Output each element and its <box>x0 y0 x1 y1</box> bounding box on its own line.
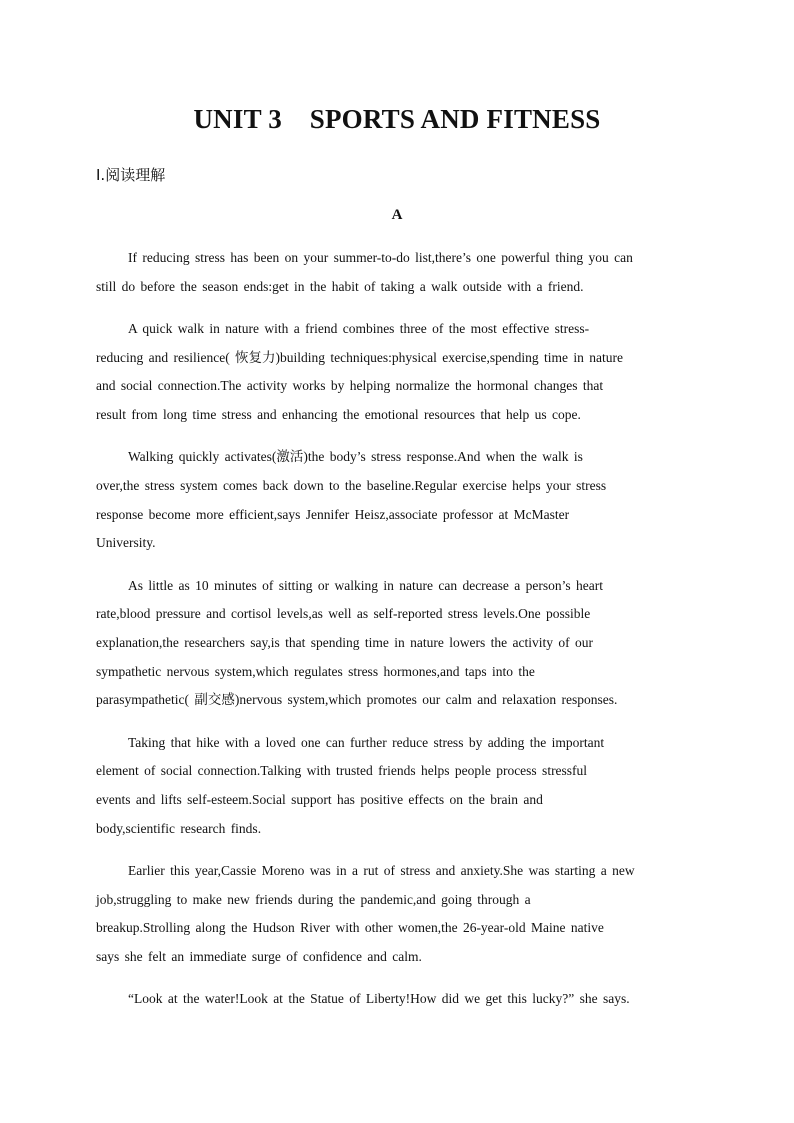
paragraph <box>96 315 696 430</box>
text-line: Walking quickly activates(激活)the body’s stress response.And when the walk is <box>128 449 583 465</box>
text-line: reducing and resilience( 恢复力)building techniques:physical exercise,spending time in nature <box>96 349 623 365</box>
text-line: events and lifts self-esteem.Social support has positive effects on the brain and <box>96 791 543 807</box>
text-line: still do before the season ends:get in the habit of taking a walk outside with a friend. <box>96 278 584 294</box>
text-line: A quick walk in nature with a friend combines three of the most effective stress- <box>128 320 590 336</box>
text-line: “Look at the water!Look at the Statue of Liberty!How did we get this lucky?” she says. <box>128 991 630 1007</box>
text-line: element of social connection.Talking with trusted friends helps people process stressful <box>96 763 588 779</box>
text-line: Earlier this year,Cassie Moreno was in a rut of stress and anxiety.She was starting a new <box>128 862 635 878</box>
text-line: explanation,the researchers say,is that spending time in nature lowers the activity of our <box>96 634 593 650</box>
text-line: rate,blood pressure and cortisol levels,as well as self-reported stress levels.One possible <box>96 606 591 622</box>
paragraph <box>96 729 696 844</box>
passage-label: A <box>391 207 403 223</box>
text-line: says she felt an immediate surge of confidence and calm. <box>96 948 422 964</box>
section-heading: Ⅰ.阅读理解 <box>96 166 166 184</box>
text-line: breakup.Strolling along the Hudson River with other women,the 26-year-old Maine native <box>96 920 604 936</box>
text-line: As little as 10 minutes of sitting or walking in nature can decrease a person’s heart <box>128 577 603 593</box>
unit-title: UNIT 3 SPORTS AND FITNESS <box>193 104 601 134</box>
text-line: and social connection.The activity works by helping normalize the hormonal changes that <box>96 378 604 394</box>
paragraph <box>96 985 696 1014</box>
paragraph <box>96 443 696 558</box>
article-body <box>96 244 696 1027</box>
text-line: parasympathetic( 副交感)nervous system,which promotes our calm and relaxation responses. <box>96 692 618 708</box>
paragraph <box>96 244 696 301</box>
text-line: Taking that hike with a loved one can further reduce stress by adding the important <box>128 734 605 750</box>
text-line: over,the stress system comes back down to the baseline.Regular exercise helps your stress <box>96 477 607 493</box>
text-line: job,struggling to make new friends during the pandemic,and going through a <box>96 891 531 907</box>
text-line: body,scientific research finds. <box>96 820 262 836</box>
text-line: If reducing stress has been on your summer-to-do list,there’s one powerful thing you can <box>128 250 633 265</box>
text-line: result from long time stress and enhancing the emotional resources that help us cope. <box>96 407 581 423</box>
paragraph <box>96 572 696 716</box>
paragraph <box>96 857 696 972</box>
text-line: University. <box>96 535 156 551</box>
text-line: response become more efficient,says Jennifer Heisz,associate professor at McMaster <box>96 506 570 522</box>
text-line: sympathetic nervous system,which regulates stress hormones,and taps into the <box>96 663 535 679</box>
